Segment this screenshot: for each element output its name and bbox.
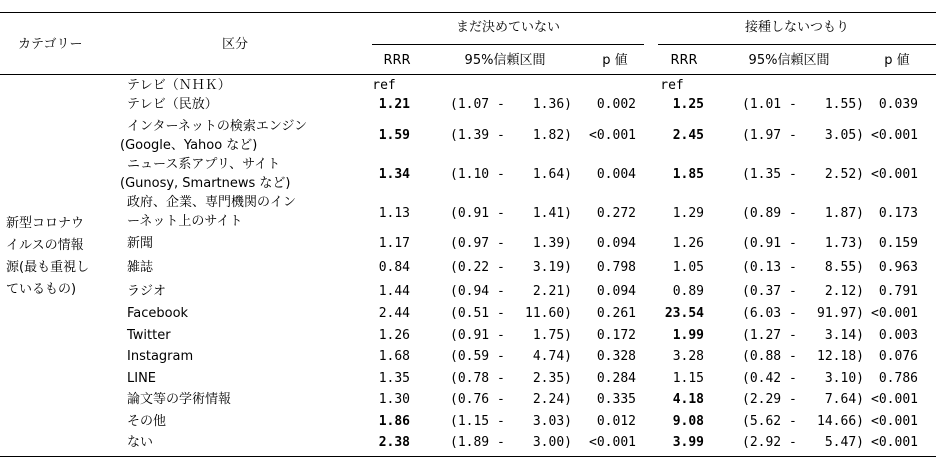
- source-label: ない: [127, 435, 154, 450]
- cell-a-p: 0.094: [596, 236, 636, 251]
- category-line: イルスの情報: [6, 238, 84, 253]
- cell-b-hi: 5.47): [824, 435, 864, 450]
- cell-a-rrr: 1.26: [378, 328, 410, 343]
- cell-a-p: 0.261: [596, 306, 636, 321]
- cell-b-lo: (0.89 -: [742, 206, 797, 221]
- category-label: [6, 213, 106, 301]
- source-label: ラジオ: [127, 284, 167, 299]
- cell-a-rrr: 1.86: [378, 414, 410, 429]
- cell-b-rrr: 23.54: [664, 306, 704, 321]
- cell-b-lo: (0.91 -: [742, 236, 797, 251]
- cell-b-hi: 3.05): [824, 128, 864, 143]
- cell-b-p: 0.963: [878, 260, 918, 275]
- cell-a-p: 0.172: [596, 328, 636, 343]
- cell-b-lo: (0.88 -: [742, 349, 797, 364]
- header-category: カテゴリー: [18, 37, 83, 52]
- cell-a-hi: 1.75): [532, 328, 572, 343]
- cell-a-rrr: 1.17: [378, 236, 410, 251]
- cell-b-hi: 91.97): [817, 306, 864, 321]
- cell-a-rrr: ref: [372, 78, 396, 93]
- cell-b-p: <0.001: [871, 392, 918, 407]
- cell-a-hi: 1.82): [532, 128, 572, 143]
- header-division: 区分: [221, 37, 248, 52]
- header-bottom-rule: [0, 74, 936, 75]
- cell-b-rrr: 3.28: [672, 349, 704, 364]
- cell-b-p: 0.039: [878, 97, 918, 112]
- cell-a-hi: 4.74): [532, 349, 572, 364]
- cell-a-p: 0.272: [596, 206, 636, 221]
- cell-a-rrr: 1.13: [378, 206, 410, 221]
- cell-b-rrr: 3.99: [672, 435, 704, 450]
- cell-b-p: 0.159: [878, 236, 918, 251]
- cell-a-p: 0.004: [596, 167, 636, 182]
- cell-b-rrr: 1.99: [672, 328, 704, 343]
- cell-a-hi: 2.35): [532, 371, 572, 386]
- header-rrr-a: RRR: [383, 53, 411, 68]
- cell-b-rrr: ref: [660, 78, 684, 93]
- category-line: 新型コロナウ: [6, 216, 85, 231]
- cell-b-lo: (2.29 -: [742, 392, 797, 407]
- cell-a-lo: (1.10 -: [450, 167, 505, 182]
- source-label: 新聞: [127, 236, 154, 251]
- cell-b-lo: (2.92 -: [742, 435, 797, 450]
- cell-b-p: 0.003: [878, 328, 918, 343]
- cell-b-hi: 3.10): [824, 371, 864, 386]
- cell-a-p: 0.328: [596, 349, 636, 364]
- cell-b-lo: (0.37 -: [742, 284, 797, 299]
- cell-b-p: <0.001: [871, 167, 918, 182]
- source-label: Facebook: [127, 306, 189, 321]
- source-label: ニュース系アプリ、サイト: [127, 157, 281, 172]
- cell-a-rrr: 2.44: [378, 306, 410, 321]
- cell-b-lo: (0.42 -: [742, 371, 797, 386]
- cell-b-p: <0.001: [871, 306, 918, 321]
- top-rule: [0, 12, 936, 13]
- cell-a-p: 0.094: [596, 284, 636, 299]
- cell-a-rrr: 1.21: [378, 97, 410, 112]
- cell-b-hi: 2.52): [824, 167, 864, 182]
- cell-a-p: <0.001: [589, 128, 636, 143]
- group-rule-right: [658, 44, 936, 45]
- cell-b-p: 0.173: [878, 206, 918, 221]
- cell-b-rrr: 0.89: [672, 284, 704, 299]
- source-label: LINE: [127, 371, 157, 386]
- source-label: 論文等の学術情報: [127, 392, 232, 407]
- header-group-refuse: 接種しないつもり: [744, 20, 849, 35]
- header-p-b: p 値: [884, 53, 910, 68]
- cell-b-lo: (1.01 -: [742, 97, 797, 112]
- cell-b-p: 0.791: [878, 284, 918, 299]
- cell-a-rrr: 2.38: [378, 435, 410, 450]
- header-ci-a: 95%信頼区間: [464, 53, 546, 68]
- cell-a-lo: (0.91 -: [450, 328, 505, 343]
- cell-b-hi: 12.18): [817, 349, 864, 364]
- cell-b-rrr: 1.85: [672, 167, 704, 182]
- source-label: テレビ（民放）: [127, 97, 218, 112]
- cell-a-hi: 3.03): [532, 414, 572, 429]
- cell-b-rrr: 1.25: [672, 97, 704, 112]
- cell-a-lo: (0.59 -: [450, 349, 505, 364]
- cell-b-hi: 14.66): [817, 414, 864, 429]
- cell-b-rrr: 4.18: [672, 392, 704, 407]
- cell-a-p: 0.012: [596, 414, 636, 429]
- cell-a-hi: 1.64): [532, 167, 572, 182]
- header-p-a: p 値: [602, 53, 628, 68]
- cell-a-rrr: 1.59: [378, 128, 410, 143]
- cell-a-p: 0.002: [596, 97, 636, 112]
- cell-a-lo: (0.22 -: [450, 260, 505, 275]
- source-label: ーネット上のサイト: [127, 214, 243, 229]
- cell-a-lo: (0.97 -: [450, 236, 505, 251]
- cell-b-hi: 8.55): [824, 260, 864, 275]
- cell-a-p: <0.001: [589, 435, 636, 450]
- cell-b-p: 0.786: [878, 371, 918, 386]
- source-label: インターネットの検索エンジン: [127, 119, 308, 134]
- cell-a-rrr: 1.30: [378, 392, 410, 407]
- cell-a-lo: (0.78 -: [450, 371, 505, 386]
- cell-a-lo: (1.15 -: [450, 414, 505, 429]
- cell-a-hi: 2.21): [532, 284, 572, 299]
- cell-a-hi: 3.00): [532, 435, 572, 450]
- cell-a-hi: 2.24): [532, 392, 572, 407]
- cell-a-rrr: 1.68: [378, 349, 410, 364]
- cell-a-p: 0.798: [596, 260, 636, 275]
- cell-b-p: <0.001: [871, 128, 918, 143]
- cell-b-lo: (6.03 -: [742, 306, 797, 321]
- source-label: (Gunosy, Smartnews など): [120, 176, 291, 191]
- cell-a-hi: 3.19): [532, 260, 572, 275]
- cell-b-hi: 1.73): [824, 236, 864, 251]
- source-label: テレビ（ＮＨＫ）: [127, 78, 231, 93]
- cell-a-rrr: 1.35: [378, 371, 410, 386]
- cell-a-lo: (0.94 -: [450, 284, 505, 299]
- cell-a-rrr: 0.84: [378, 260, 410, 275]
- cell-a-rrr: 1.44: [378, 284, 410, 299]
- cell-a-lo: (0.51 -: [450, 306, 505, 321]
- cell-a-lo: (0.76 -: [450, 392, 505, 407]
- cell-a-rrr: 1.34: [378, 167, 410, 182]
- header-group-undecided: まだ決めていない: [455, 20, 560, 35]
- cell-b-lo: (1.97 -: [742, 128, 797, 143]
- source-label: 政府、企業、専門機関のイン: [127, 195, 297, 210]
- source-label: Twitter: [127, 328, 171, 343]
- source-label: (Google、Yahoo など): [120, 138, 258, 153]
- cell-b-rrr: 1.05: [672, 260, 704, 275]
- cell-a-lo: (0.91 -: [450, 206, 505, 221]
- source-label: 雑誌: [127, 260, 154, 275]
- cell-a-lo: (1.07 -: [450, 97, 505, 112]
- category-line: 源(最も重視し: [6, 260, 90, 275]
- cell-b-hi: 2.12): [824, 284, 864, 299]
- cell-b-lo: (1.27 -: [742, 328, 797, 343]
- cell-b-rrr: 1.26: [672, 236, 704, 251]
- cell-b-hi: 7.64): [824, 392, 864, 407]
- cell-a-lo: (1.89 -: [450, 435, 505, 450]
- source-label: その他: [127, 414, 167, 429]
- cell-b-rrr: 1.29: [672, 206, 704, 221]
- cell-a-hi: 1.41): [532, 206, 572, 221]
- cell-b-hi: 3.14): [824, 328, 864, 343]
- cell-b-hi: 1.87): [824, 206, 864, 221]
- cell-a-hi: 1.39): [532, 236, 572, 251]
- cell-a-lo: (1.39 -: [450, 128, 505, 143]
- cell-a-hi: 11.60): [525, 306, 572, 321]
- cell-b-rrr: 1.15: [672, 371, 704, 386]
- cell-b-p: <0.001: [871, 414, 918, 429]
- cell-b-rrr: 9.08: [672, 414, 704, 429]
- cell-a-p: 0.335: [596, 392, 636, 407]
- cell-b-p: 0.076: [878, 349, 918, 364]
- header-rrr-b: RRR: [670, 53, 698, 68]
- category-line: ているもの): [6, 282, 77, 297]
- source-label: Instagram: [127, 349, 194, 364]
- cell-b-lo: (1.35 -: [742, 167, 797, 182]
- cell-b-p: <0.001: [871, 435, 918, 450]
- bottom-rule: [0, 456, 936, 457]
- cell-b-lo: (0.13 -: [742, 260, 797, 275]
- cell-a-hi: 1.36): [532, 97, 572, 112]
- group-rule-left: [372, 44, 644, 45]
- header-ci-b: 95%信頼区間: [748, 53, 830, 68]
- cell-b-hi: 1.55): [824, 97, 864, 112]
- cell-b-lo: (5.62 -: [742, 414, 797, 429]
- cell-b-rrr: 2.45: [672, 128, 704, 143]
- cell-a-p: 0.284: [596, 371, 636, 386]
